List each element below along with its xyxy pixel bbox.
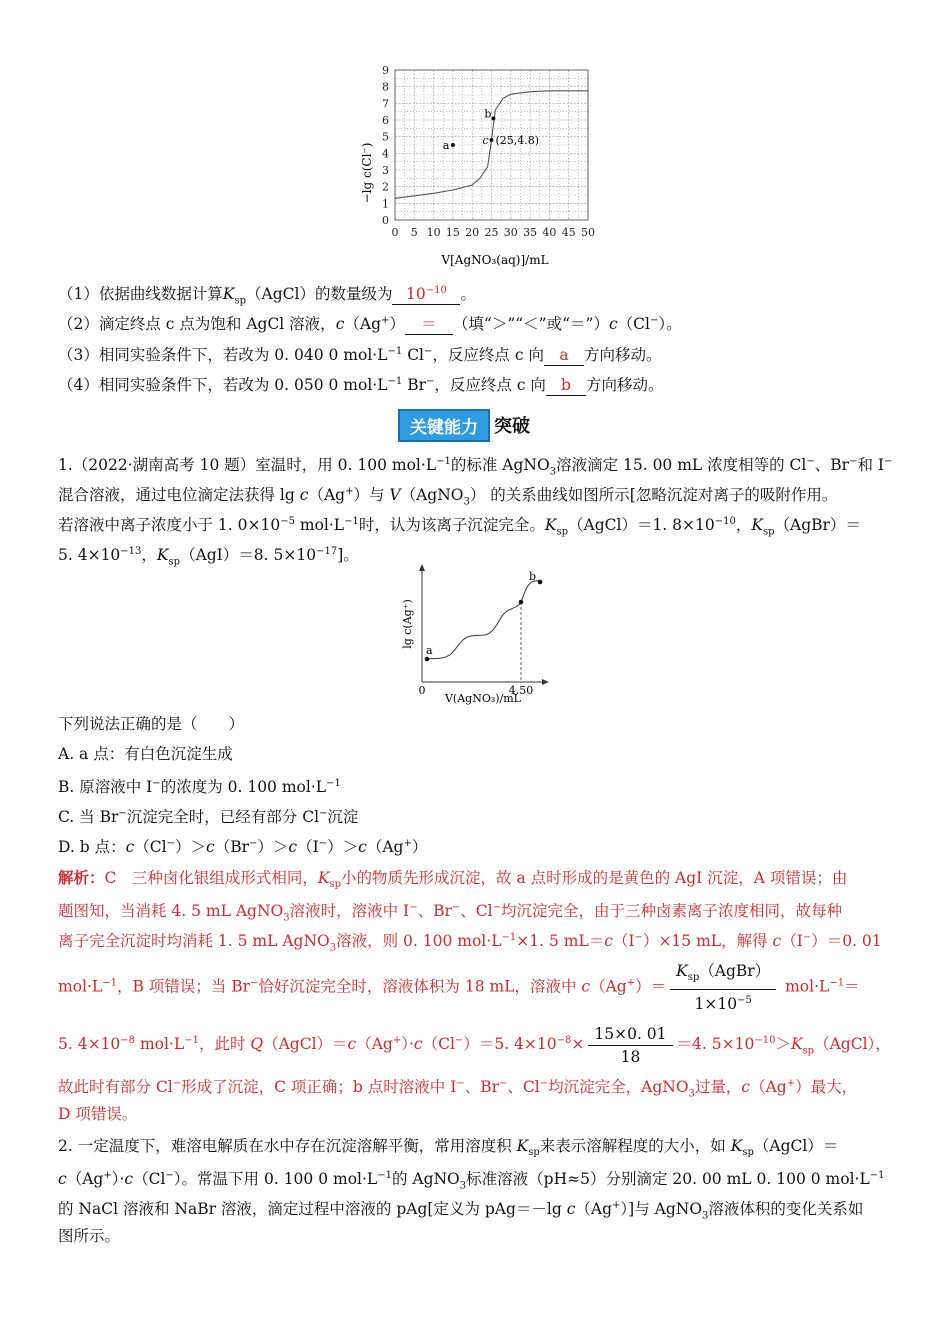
problem1-line4: 5. $4\times 10^{-13}$，$K_{sp}(AgI)=8$. $5\times 10^{-17}$]。 xyxy=(58,546,359,568)
option-c: C. 当 Br−沉淀完全时，已经有部分 Cl−沉淀 xyxy=(58,808,359,827)
chart2-x-arrow xyxy=(542,679,549,685)
solution-line7: D 项错误。 xyxy=(58,1105,138,1123)
chart1-xtick: 20 xyxy=(465,226,480,239)
chart1-ytick: 1 xyxy=(382,197,389,211)
chart1-xlabel: V[AgNO₃(aq)]/mL xyxy=(441,253,549,267)
fraction-q: $\frac{15\times 0. 01}{18}$ xyxy=(588,1023,672,1068)
question-4: （4）相同实验条件下，若改为 0. 050 0 $mol\cdot L^{-1}$ Br−，反应终点 c 向 b 方向移动。 xyxy=(58,376,664,395)
chart2-label-b: b xyxy=(529,570,537,583)
chart1-xtick: 50 xyxy=(581,226,595,239)
fraction-ksp: $\frac{K_{sp}(AgBr)}{1\times 10^{-5}}$ xyxy=(670,960,776,1015)
chart1-label-c-coords: (25,4.8) xyxy=(495,134,540,147)
chart1-point-a xyxy=(451,143,455,147)
chart1-ytick: 5 xyxy=(382,130,389,144)
titration-chart-2 xyxy=(395,562,555,707)
chart1-xtick: 10 xyxy=(426,226,441,239)
chart1-xtick: 25 xyxy=(484,226,499,239)
titration-chart-1 xyxy=(345,58,615,273)
chart1-xtick: 0 xyxy=(391,226,399,239)
chart1-grid xyxy=(395,70,588,220)
option-a: A. a 点：有白色沉淀生成 xyxy=(58,745,233,763)
chart1-ytick: 8 xyxy=(382,80,389,94)
chart1-point-c xyxy=(490,138,494,142)
option-d: D. b 点：c（Cl−）＞c（Br−）＞c（I−）＞c（Ag+） xyxy=(58,838,428,857)
problem2-line2: c（Ag+）·c（Cl−）。常温下用 0. 100 0 $mol\cdot L^{-1}$的 AgNO$_3$标准溶液（pH≈5）分别滴定 20. 00 mL 0. 100 0 $mol\cdot L^{-1}$ xyxy=(58,1170,885,1192)
chart1-label-a: a xyxy=(442,139,450,152)
solution-line5: 5. $4\times 10^{-8}$ $mol\cdot L^{-1}$，此时 Q（AgCl）＝c（Ag+）·c（Cl−）＝5. $4\times 10^{-8}\times$ $\frac{15\times 0. 01}{18}$ ＝4. $5\times 10^{-10}>K_{sp}(AgCl)$， xyxy=(58,1024,891,1066)
chart2-point-a xyxy=(425,657,430,662)
chart1-ytick: 9 xyxy=(382,64,389,77)
chart2-curve xyxy=(425,581,541,659)
chart1-xtick: 45 xyxy=(561,226,576,239)
problem1-line2: 混合溶液，通过电位滴定法获得 lg c（Ag+）与 V（AgNO$_3$） 的关系曲线如图所示[忽略沉淀对离子的吸附作用。 xyxy=(58,486,838,508)
question-2: （2）滴定终点 c 点为饱和 AgCl 溶液，c（Ag+） ＝ （填“＞”“＜”或“＝”）c（Cl−）。 xyxy=(58,315,682,334)
problem1-line1: 1.（2022·湖南高考 10 题）室温时，用 0. 100 $mol\cdot L^{-1}$的标准 AgNO$_3$溶液滴定 15. 00 mL 浓度相等的 Cl−、Br−和 I− xyxy=(58,456,893,478)
chart1-ytick: 0 xyxy=(382,214,389,227)
chart1-point-b xyxy=(491,116,495,120)
chart2-y-arrow xyxy=(419,564,425,571)
options-stem: 下列说法正确的是（ ） xyxy=(58,715,245,733)
problem2-line1: 2. 一定温度下，难溶电解质在水中存在沉淀溶解平衡，常用溶度积 $K_{sp}$来表示溶解程度的大小，如 $K_{sp}(AgCl)=$ xyxy=(58,1137,839,1159)
solution-line6: 故此时有部分 Cl−形成了沉淀，C 项正确；b 点时溶液中 I−、Br−、Cl−均沉淀完全，AgNO$_3$过量，c（Ag+）最大， xyxy=(58,1078,858,1100)
chart1-ylabel: −lg c(Cl⁻) xyxy=(360,142,374,204)
chart1-xtick: 35 xyxy=(523,226,538,239)
chart1-xtick: 5 xyxy=(410,226,418,239)
chart1-label-b: b xyxy=(484,107,492,121)
chart2-point-b xyxy=(538,580,543,585)
chart2-origin: 0 xyxy=(418,684,426,697)
chart2-ylabel: lg c(Ag⁺) xyxy=(401,599,414,649)
question-1: （1）依据曲线数据计算$K_{sp}(AgCl)$的数量级为 $10^{-10}$ 。 xyxy=(58,281,476,311)
section-banner xyxy=(398,412,530,438)
chart1-ytick: 3 xyxy=(382,164,389,177)
chart1-xtick: 40 xyxy=(542,226,557,239)
chart2-label-a: a xyxy=(426,644,433,657)
chart1-ytick: 4 xyxy=(382,147,389,161)
question-3: （3）相同实验条件下，若改为 0. 040 0 $mol\cdot L^{-1}$ Cl−，反应终点 c 向 a 方向移动。 xyxy=(58,346,662,365)
solution-line2: 题图知，当消耗 4. 5 mL AgNO$_3$溶液时，溶液中 I−、Br−、Cl−均沉淀完全，由于三种卤素离子浓度相同，故每种 xyxy=(58,902,843,924)
chart1-xtick: 30 xyxy=(503,226,518,239)
banner-box: 关键能力 xyxy=(398,409,490,442)
chart1-xtick: 15 xyxy=(445,226,460,239)
problem1-line3: 若溶液中离子浓度小于 1. $0\times 10^{-5}$ $mol\cdot L^{-1}$时，认为该离子沉淀完全。$K_{sp}(AgCl)=1$. $8\times 10^{-10}$，$K_{sp}(AgBr)=$ xyxy=(58,516,861,538)
chart1-ytick: 6 xyxy=(382,114,389,127)
chart1-ytick: 7 xyxy=(382,97,389,111)
problem2-line4: 图所示。 xyxy=(58,1227,121,1245)
chart2-xlabel: V(AgNO₃)/mL xyxy=(444,692,522,705)
option-b: B. 原溶液中 I−的浓度为 0. 100 $mol\cdot L^{-1}$ xyxy=(58,778,341,797)
problem2-line3: 的 NaCl 溶液和 NaBr 溶液，滴定过程中溶液的 pAg[定义为 pAg＝－lg c（Ag+）]与 AgNO$_3$溶液体积的变化关系如 xyxy=(58,1200,864,1222)
chart2-point-mid xyxy=(519,600,524,605)
chart2-xmark: 4.50 xyxy=(508,684,534,697)
chart1-label-c: c xyxy=(482,134,489,147)
solution-line3: 离子完全沉淀时均消耗 1. 5 mL AgNO$_3$溶液，则 0. 100 $mol\cdot L^{-1}\times 1$. 5 mL＝c（I−）×15 mL，解得 c（I−）＝0. 01 xyxy=(58,932,882,954)
solution-line4: $mol\cdot L^{-1}$，B 项错误；当 Br−恰好沉淀完全时，溶液体积为 18 mL，溶液中 c（Ag+）＝ $\frac{K_{sp}(AgBr)}{1\times 10^{-5}}$ $mol\cdot L^{-1}=$ xyxy=(58,962,860,1014)
banner-tail: 突破 xyxy=(494,416,530,437)
solution-line1: 解析：C 三种卤化银组成形式相同，$K_{sp}$小的物质先形成沉淀，故 a 点时形成的是黄色的 AgI 沉淀，A 项错误；由 xyxy=(58,868,848,891)
chart1-ytick: 2 xyxy=(382,180,389,194)
